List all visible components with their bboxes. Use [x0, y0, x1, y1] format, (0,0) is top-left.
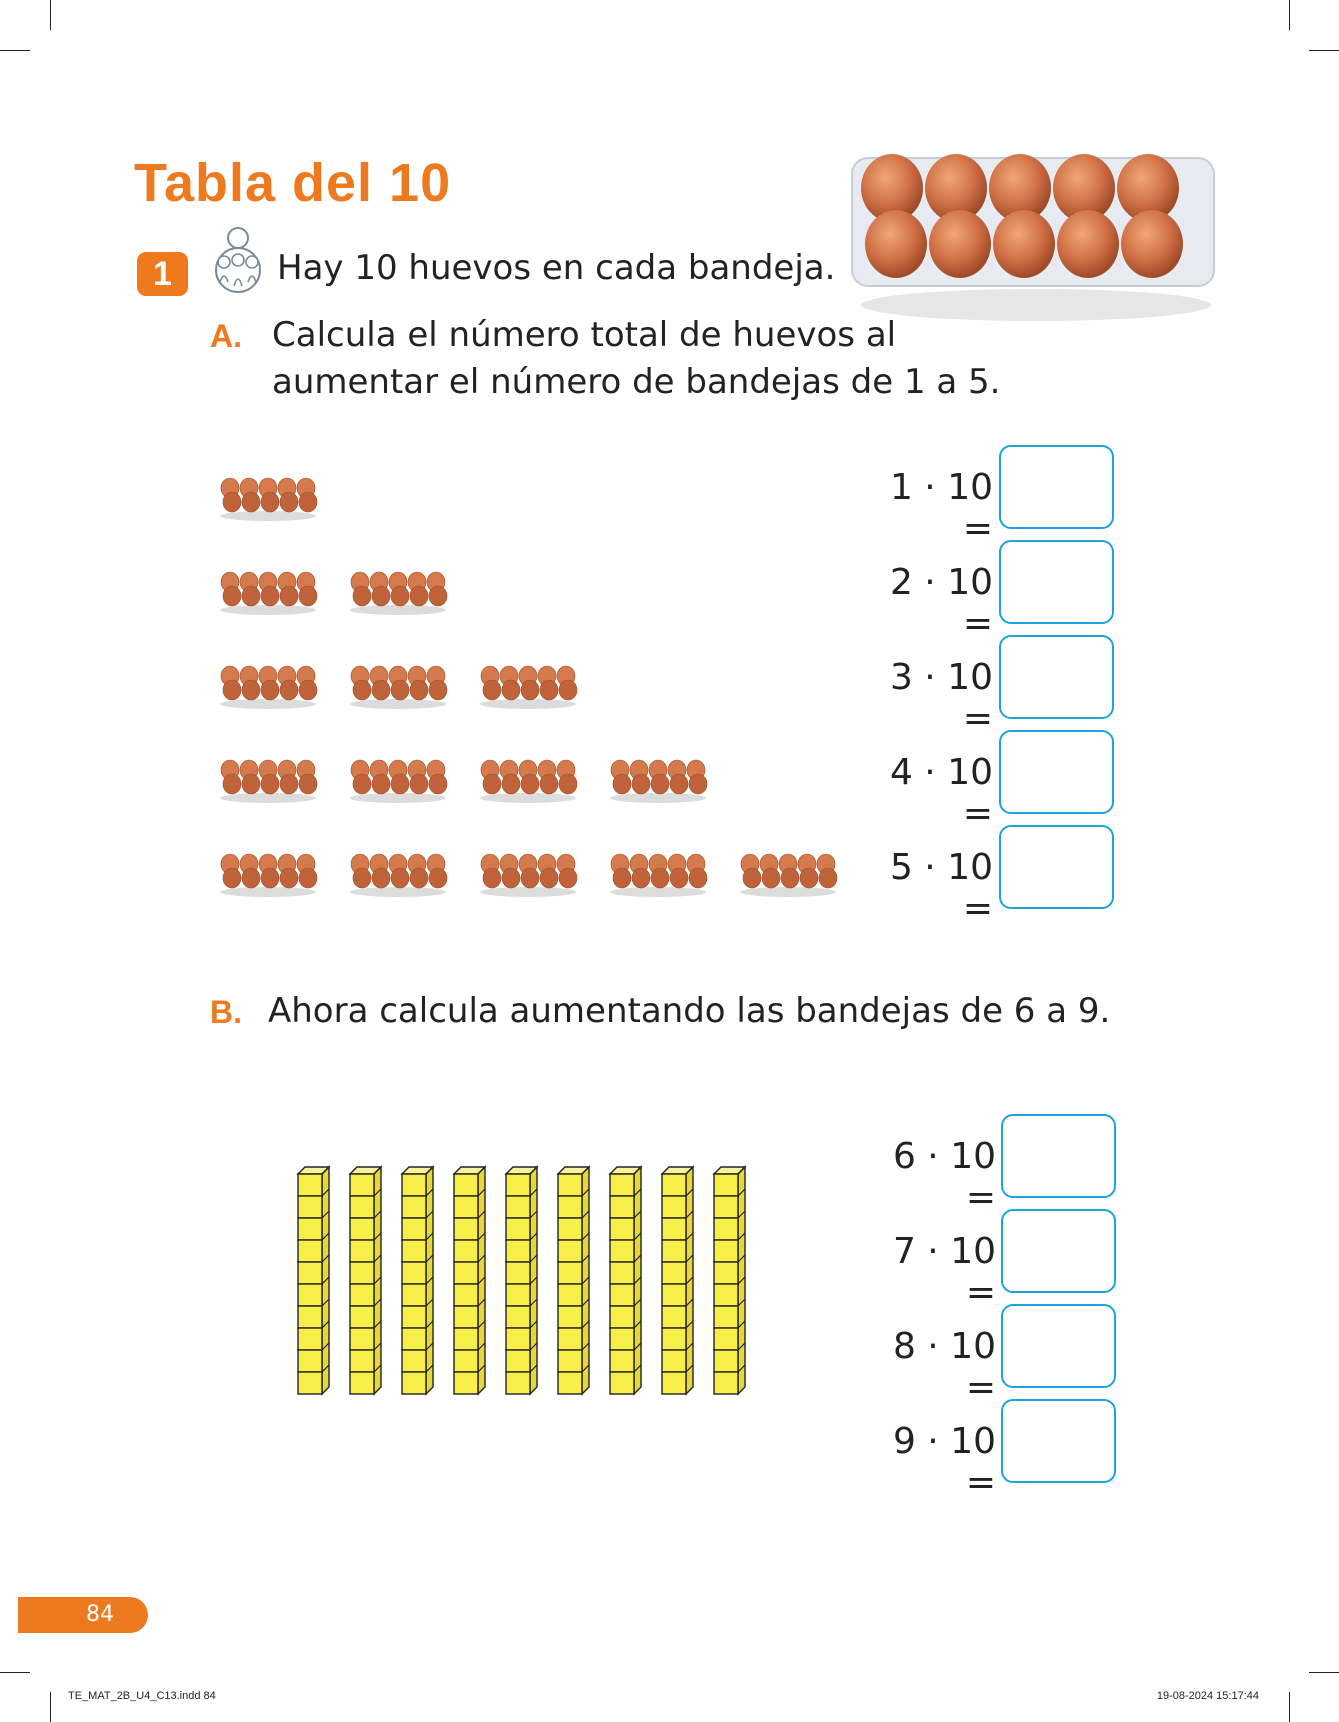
egg-tray-icon — [216, 566, 320, 616]
crop-mark — [50, 0, 51, 30]
activity-intro-text: Hay 10 huevos en cada bandeja. — [277, 248, 836, 288]
page-number-tab — [18, 1597, 148, 1633]
crop-mark — [0, 50, 30, 51]
base-ten-rods — [290, 1160, 760, 1410]
base-ten-rod — [714, 1167, 745, 1394]
egg-tray-row — [216, 754, 736, 804]
egg-tray-icon — [606, 848, 710, 898]
equation-label: 1 · 10 = — [889, 467, 993, 549]
part-a-instruction-line2: aumentar el número de bandejas de 1 a 5. — [272, 362, 1001, 402]
crop-mark — [1309, 50, 1339, 51]
base-ten-rod — [454, 1167, 485, 1394]
equation-label: 9 · 10 = — [892, 1421, 996, 1503]
answer-box-7x10[interactable] — [1001, 1209, 1116, 1293]
answer-box-8x10[interactable] — [1001, 1304, 1116, 1388]
equation-label: 7 · 10 = — [892, 1231, 996, 1313]
egg-tray-icon — [216, 660, 320, 710]
crop-mark — [1309, 1672, 1339, 1673]
answer-box-5x10[interactable] — [999, 825, 1114, 909]
egg-tray-icon — [346, 566, 450, 616]
answer-box-3x10[interactable] — [999, 635, 1114, 719]
base-ten-rod — [350, 1167, 381, 1394]
base-ten-rod — [610, 1167, 641, 1394]
egg-tray-icon — [346, 848, 450, 898]
egg-tray-icon — [216, 848, 320, 898]
egg-tray-row — [216, 566, 476, 616]
equation-label: 2 · 10 = — [889, 562, 993, 644]
base-ten-rod — [506, 1167, 537, 1394]
egg-tray-icon — [346, 754, 450, 804]
footer-timestamp: 19-08-2024 15:17:44 — [1156, 1690, 1259, 1702]
page-title: Tabla del 10 — [134, 153, 452, 213]
base-ten-rod — [402, 1167, 433, 1394]
footer-filename: TE_MAT_2B_U4_C13.indd 84 — [68, 1690, 216, 1702]
egg-tray-icon — [216, 472, 320, 522]
answer-box-9x10[interactable] — [1001, 1399, 1116, 1483]
egg — [993, 210, 1055, 278]
egg-tray-icon — [476, 660, 580, 710]
page-number: 84 — [86, 1602, 114, 1627]
egg-tray-image — [846, 140, 1220, 330]
egg — [1121, 210, 1183, 278]
egg — [865, 210, 927, 278]
equation-label: 6 · 10 = — [892, 1136, 996, 1218]
egg-tray-icon — [216, 754, 320, 804]
answer-box-4x10[interactable] — [999, 730, 1114, 814]
group-work-icon — [208, 226, 268, 296]
egg-tray-icon — [476, 754, 580, 804]
crop-mark — [1289, 0, 1290, 30]
part-b-letter: B. — [210, 994, 242, 1030]
answer-box-2x10[interactable] — [999, 540, 1114, 624]
egg-tray-icon — [346, 660, 450, 710]
equation-label: 3 · 10 = — [889, 657, 993, 739]
egg-tray-icon — [736, 848, 840, 898]
part-a-instruction-line1: Calcula el número total de huevos al — [272, 315, 897, 355]
base-ten-rod — [298, 1167, 329, 1394]
crop-mark — [1289, 1692, 1290, 1722]
crop-mark — [0, 1672, 30, 1673]
base-ten-rod — [662, 1167, 693, 1394]
activity-number-badge: 1 — [137, 252, 188, 296]
egg-tray-row — [216, 660, 606, 710]
equation-label: 5 · 10 = — [889, 847, 993, 929]
answer-box-1x10[interactable] — [999, 445, 1114, 529]
egg-tray-row — [216, 472, 346, 522]
part-b-instruction: Ahora calcula aumentando las bandejas de 6 a 9. — [268, 991, 1111, 1031]
egg-tray-row — [216, 848, 866, 898]
egg — [1057, 210, 1119, 278]
base-ten-rod — [558, 1167, 589, 1394]
egg-tray-icon — [606, 754, 710, 804]
part-a-letter: A. — [210, 318, 242, 354]
egg-tray-icon — [476, 848, 580, 898]
equation-label: 8 · 10 = — [892, 1326, 996, 1408]
crop-mark — [50, 1692, 51, 1722]
answer-box-6x10[interactable] — [1001, 1114, 1116, 1198]
egg — [929, 210, 991, 278]
equation-label: 4 · 10 = — [889, 752, 993, 834]
